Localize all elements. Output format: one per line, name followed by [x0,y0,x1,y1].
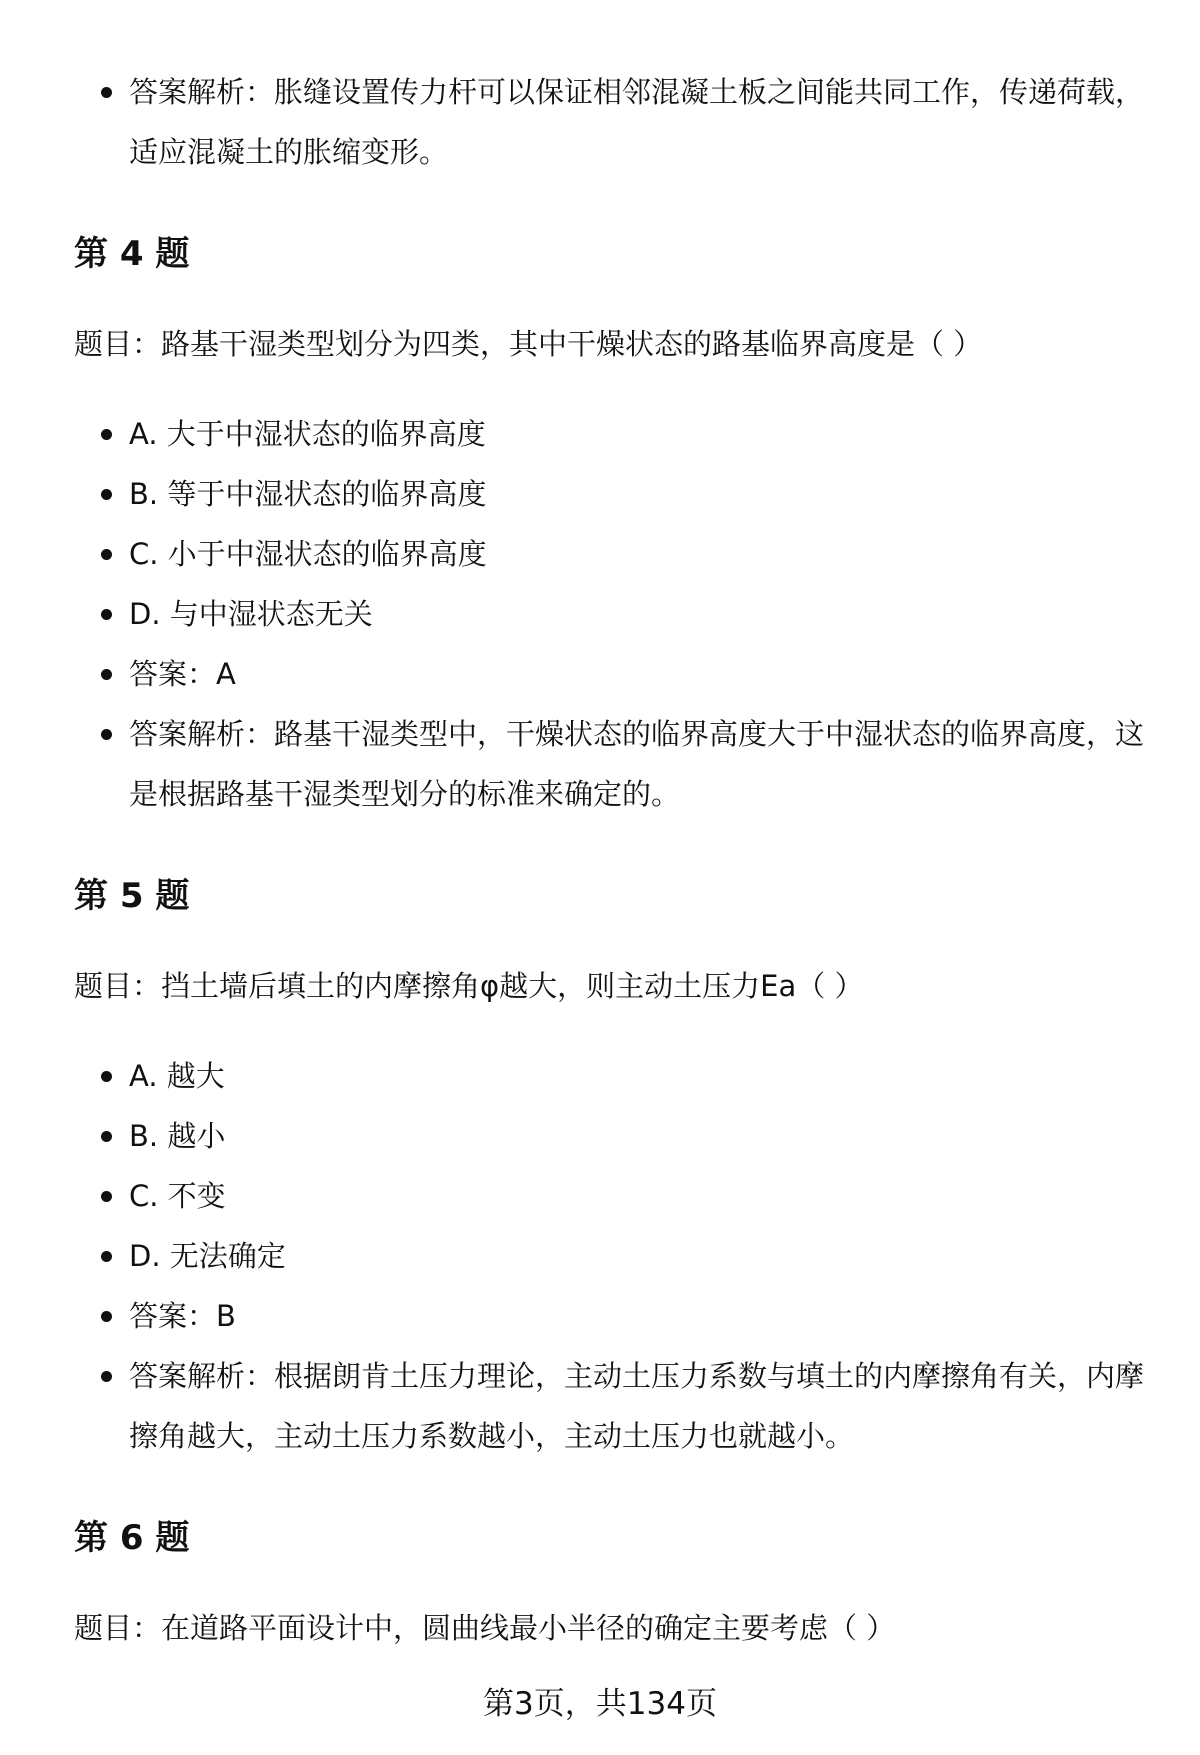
option-b: B. 等于中湿状态的临界高度 [74,464,1144,524]
page-footer: 第3页，共134页 [483,1686,717,1722]
option-c: C. 不变 [74,1166,1144,1226]
question-options [74,1046,1144,1466]
prev-question-tail [74,62,1144,182]
question-heading: 第 4 题 [74,234,190,274]
option-a: A. 大于中湿状态的临界高度 [74,404,1144,464]
option-c: C. 小于中湿状态的临界高度 [74,524,1144,584]
answer: 答案：A [74,644,1144,704]
page-content [74,62,1144,1658]
answer-explanation: 答案解析：根据朗肯土压力理论，主动土压力系数与填土的内摩擦角有关，内摩擦角越大，主动土压力系数越小，主动土压力也就越小。 [74,1346,1144,1466]
question-heading: 第 5 题 [74,876,190,916]
answer: 答案：B [74,1286,1144,1346]
option-a: A. 越大 [74,1046,1144,1106]
question-stem: 题目：在道路平面设计中，圆曲线最小半径的确定主要考虑（ ） [74,1611,896,1645]
answer-explanation: 答案解析：路基干湿类型中，干燥状态的临界高度大于中湿状态的临界高度，这是根据路基干湿类型划分的标准来确定的。 [74,704,1144,824]
option-d: D. 与中湿状态无关 [74,584,1144,644]
option-b: B. 越小 [74,1106,1144,1166]
answer-explanation: 答案解析：胀缝设置传力杆可以保证相邻混凝土板之间能共同工作，传递荷载，适应混凝土的胀缩变形。 [74,62,1144,182]
question-stem: 题目：路基干湿类型划分为四类，其中干燥状态的路基临界高度是（ ） [74,327,983,361]
question-options [74,404,1144,824]
option-d: D. 无法确定 [74,1226,1144,1286]
question-stem: 题目：挡土墙后填土的内摩擦角φ越大，则主动土压力Ea（ ） [74,969,864,1003]
question-heading: 第 6 题 [74,1518,190,1558]
